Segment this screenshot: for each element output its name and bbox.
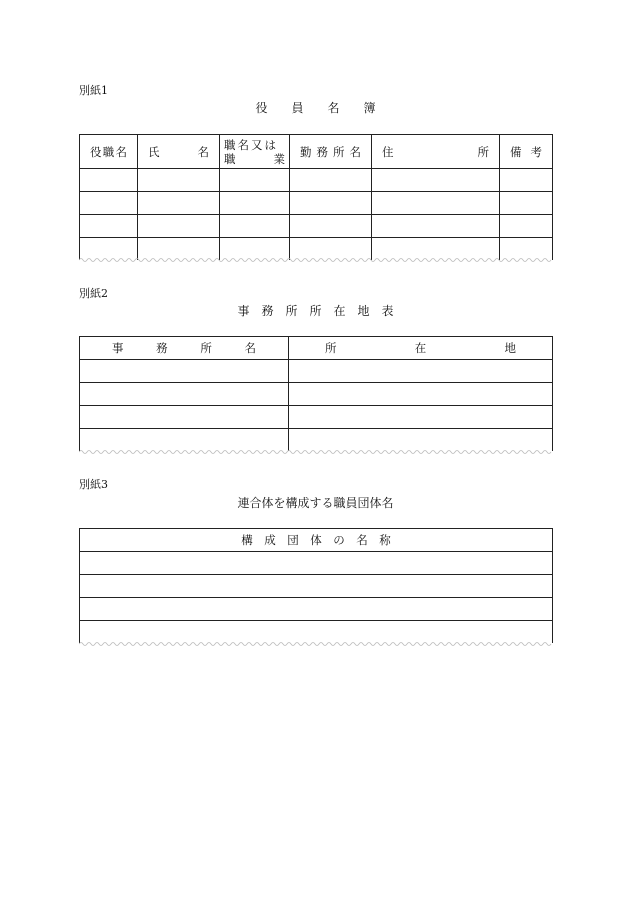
table-cut-line — [79, 449, 552, 455]
table-row — [80, 360, 553, 383]
officers-table — [79, 134, 553, 260]
table-cut-line — [79, 257, 552, 263]
office-header-row — [80, 337, 553, 360]
section1-title: 役 員 名 簿 — [255, 101, 376, 115]
header-kinmusho: 勤 務 所 名 — [290, 135, 372, 169]
header-meisho: 構 成 団 体 の 名 称 — [80, 529, 553, 552]
header-yakushoku: 役 職 名 — [80, 135, 138, 169]
table-cut-line — [79, 641, 552, 647]
section1-label: 別紙1 — [79, 84, 108, 97]
member-organizations-table — [79, 528, 553, 643]
office-location-table — [79, 336, 553, 451]
section2-label: 別紙2 — [79, 287, 108, 300]
table-row — [80, 621, 553, 644]
table-row — [80, 215, 553, 238]
table-row — [80, 575, 553, 598]
section3-label: 別紙3 — [79, 478, 108, 491]
section3-title: 連合体を構成する職員団体名 — [237, 496, 394, 510]
table-row — [80, 169, 553, 192]
header-jusho: 住 所 — [372, 135, 500, 169]
section2-title: 事 務 所 所 在 地 表 — [237, 304, 394, 318]
header-jimusho: 事 務 所 名 — [80, 337, 289, 360]
member-header-row — [80, 529, 553, 552]
table-row — [80, 429, 553, 452]
table-row — [80, 383, 553, 406]
table-row — [80, 192, 553, 215]
officers-header-row — [80, 135, 553, 169]
header-shimei: 氏 名 — [138, 135, 220, 169]
table-row — [80, 552, 553, 575]
header-shokumei: 職名又は 職 業 — [220, 135, 290, 169]
header-biko: 備 考 — [500, 135, 553, 169]
table-row — [80, 598, 553, 621]
header-shozaichi: 所 在 地 — [289, 337, 553, 360]
table-row — [80, 406, 553, 429]
